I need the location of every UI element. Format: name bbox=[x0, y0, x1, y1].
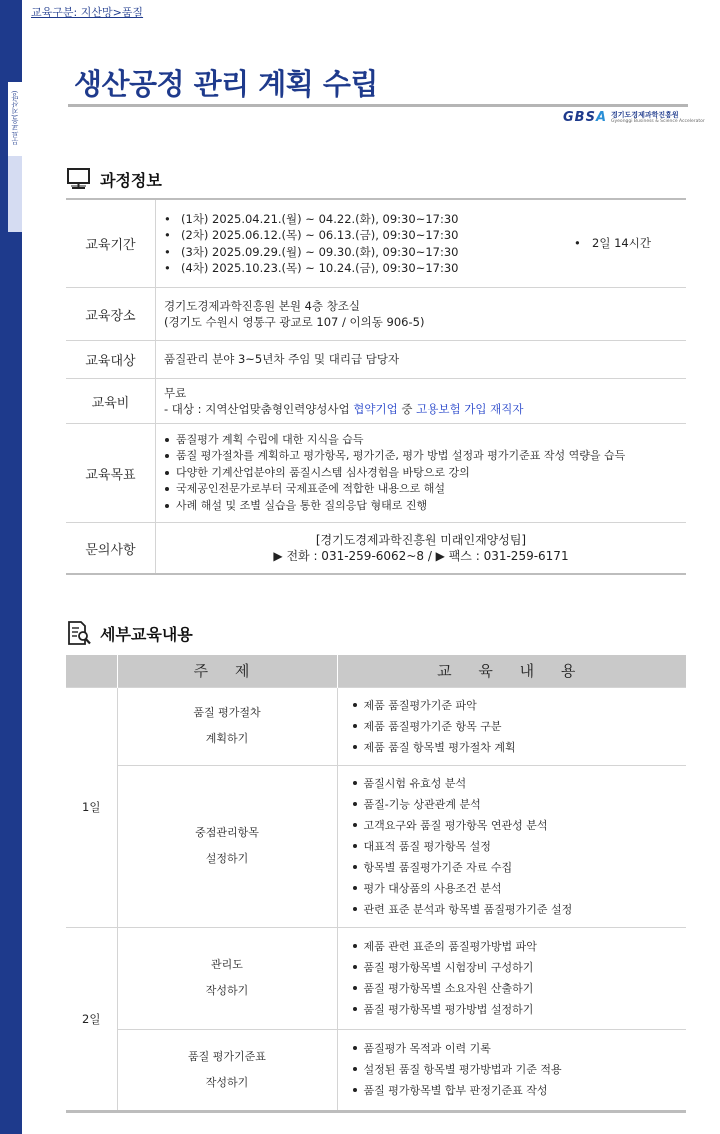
period-item: • (1차) 2025.04.21.(월) ~ 04.22.(화), 09:30~17:30 bbox=[164, 211, 564, 228]
goal-item: 사례 해설 및 조별 실습을 통한 질의응답 형태로 진행 bbox=[164, 498, 625, 514]
topic-line2: 작성하기 bbox=[205, 984, 249, 997]
place-line1: 경기도경제과학진흥원 본원 4층 창조실 bbox=[164, 298, 361, 313]
topic-cell bbox=[117, 1029, 337, 1111]
content-cell bbox=[337, 1029, 686, 1111]
fee-value bbox=[156, 379, 686, 423]
day-cell: 2일 bbox=[66, 927, 117, 1111]
fee-label: 교육비 bbox=[66, 379, 156, 423]
list-item: 제품 품질 항목별 평가절차 계획 bbox=[352, 737, 687, 758]
monitor-icon bbox=[66, 166, 92, 192]
fee-line2 bbox=[164, 401, 678, 418]
fee-mid: 중 bbox=[397, 402, 417, 416]
goal-item: 국제공인전문가로부터 국제표준에 적합한 내용으로 해설 bbox=[164, 481, 625, 497]
goal-label: 교육목표 bbox=[66, 424, 156, 522]
day-cell: 1일 bbox=[66, 687, 117, 927]
goal-item: 다양한 기계산업분야의 품질시스템 심사경험을 바탕으로 강의 bbox=[164, 465, 625, 481]
duration: • 2일 14시간 bbox=[574, 235, 651, 252]
place-value bbox=[156, 288, 686, 340]
course-info-title: 과정정보 bbox=[100, 170, 162, 190]
goal-row bbox=[66, 424, 686, 523]
gbsa-logo bbox=[563, 110, 705, 125]
contact-row bbox=[66, 523, 686, 573]
fee-prefix: - 대상 : 지역산업맞춤형인력양성사업 bbox=[164, 402, 354, 416]
detail-title: 세부교육내용 bbox=[100, 624, 193, 644]
place-line2: (경기도 수원시 영통구 광교로 107 / 이의동 906-5) bbox=[164, 315, 425, 329]
goal-value bbox=[156, 424, 686, 522]
topic-cell bbox=[117, 687, 337, 765]
title-divider bbox=[68, 104, 688, 107]
topic-line1: 관리도 bbox=[211, 958, 243, 971]
list-item: 관련 표준 분석과 항목별 품질평가기준 설정 bbox=[352, 899, 687, 920]
period-item: • (4차) 2025.10.23.(목) ~ 10.24.(금), 09:30~17:30 bbox=[164, 260, 564, 277]
list-item: 제품 관련 표준의 품질평가방법 파악 bbox=[352, 936, 687, 957]
list-item: 평가 대상품의 사용조건 분석 bbox=[352, 878, 687, 899]
topic-cell bbox=[117, 765, 337, 927]
table-row bbox=[66, 927, 686, 1029]
breadcrumb[interactable]: 교육구분: 지산망>품질 bbox=[31, 6, 144, 19]
fee-row bbox=[66, 379, 686, 424]
list-item: 품질 평가항목별 소요자원 산출하기 bbox=[352, 978, 687, 999]
period-item: • (2차) 2025.06.12.(목) ~ 06.13.(금), 09:30~17:30 bbox=[164, 227, 564, 244]
period-item: • (3차) 2025.09.29.(월) ~ 09.30.(화), 09:30~17:30 bbox=[164, 244, 564, 261]
topic-line1: 품질 평가기준표 bbox=[188, 1049, 266, 1063]
contact-line2: ▶ 전화 : 031-259-6062~8 / ▶ 팩스 : 031-259-6171 bbox=[273, 549, 569, 563]
table-row bbox=[66, 687, 686, 765]
period-list bbox=[164, 211, 564, 277]
list-item: 품질시험 유효성 분석 bbox=[352, 773, 687, 794]
goal-item: 품질평가 계획 수립에 대한 지식을 습득 bbox=[164, 432, 625, 448]
list-item: 품질 평가항목별 시험장비 구성하기 bbox=[352, 957, 687, 978]
side-tab-lower bbox=[8, 156, 22, 232]
detail-header-row bbox=[66, 655, 686, 687]
table-row bbox=[66, 765, 686, 927]
fee-link-partner[interactable]: 협약기업 bbox=[353, 402, 398, 416]
place-row bbox=[66, 288, 686, 341]
list-item: 품질평가 목적과 이력 기록 bbox=[352, 1038, 687, 1059]
target-row bbox=[66, 341, 686, 379]
page-title: 생산공정 관리 계획 수립 bbox=[74, 67, 378, 101]
topic-line2: 설정하기 bbox=[205, 852, 249, 865]
list-item: 품질-기능 상관관계 분석 bbox=[352, 794, 687, 815]
topic-line1: 품질 평가절차 bbox=[193, 706, 261, 719]
content-cell bbox=[337, 687, 686, 765]
target-value: 품질관리 분야 3~5년차 주임 및 대리급 담당자 bbox=[164, 352, 400, 367]
logo-mark: GBSA bbox=[563, 110, 608, 125]
topic-cell bbox=[117, 927, 337, 1029]
fee-line1: 무료 bbox=[164, 385, 187, 400]
topic-line2: 계획하기 bbox=[205, 732, 249, 745]
topic-header: 주 제 bbox=[117, 655, 337, 687]
list-item: 설정된 품질 항목별 평가방법과 기준 적용 bbox=[352, 1059, 687, 1080]
content-cell bbox=[337, 927, 686, 1029]
course-info-table bbox=[66, 198, 686, 575]
list-item: 품질 평가항목별 평가방법 설정하기 bbox=[352, 999, 687, 1020]
day-header bbox=[66, 655, 117, 687]
logo-name-en: Gyeonggi Business & Science Accelerator bbox=[611, 118, 705, 124]
list-item: 대표적 품질 평가항목 설정 bbox=[352, 836, 687, 857]
content-header: 교 육 내 용 bbox=[337, 655, 686, 687]
topic-line1: 중점관리항목 bbox=[195, 826, 259, 839]
topic-line2: 작성하기 bbox=[205, 1075, 249, 1089]
contact-label: 문의사항 bbox=[66, 523, 156, 573]
period-row bbox=[66, 200, 686, 288]
goal-item: 품질 평가절차를 계획하고 평가항목, 평가기준, 평가 방법 설정과 평가기준표 작성 역량을 습득 bbox=[164, 448, 625, 464]
course-info-heading bbox=[66, 166, 162, 192]
table-row bbox=[66, 1029, 686, 1111]
contact-value bbox=[156, 523, 686, 573]
list-item: 제품 품질평가기준 파악 bbox=[352, 695, 687, 716]
list-item: 품질 평가항목별 합부 판정기준표 작성 bbox=[352, 1080, 687, 1101]
fee-link-insured[interactable]: 고용보험 가입 재직자 bbox=[416, 402, 524, 416]
target-label: 교육대상 bbox=[66, 341, 156, 378]
list-item: 고객요구와 품질 평가항목 연관성 분석 bbox=[352, 815, 687, 836]
list-item: 제품 품질평가기준 항목 구분 bbox=[352, 716, 687, 737]
logo-name-ko: 경기도경제과학진흥원 bbox=[611, 110, 679, 119]
document-search-icon bbox=[66, 620, 92, 646]
side-tab-label[interactable]: 무료교육(지산망) bbox=[11, 90, 19, 146]
place-label: 교육장소 bbox=[66, 288, 156, 340]
goal-list bbox=[164, 432, 625, 514]
detail-table bbox=[66, 655, 686, 1113]
detail-heading bbox=[66, 620, 193, 646]
period-label: 교육기간 bbox=[66, 200, 156, 287]
period-value bbox=[156, 200, 686, 287]
contact-line1: [경기도경제과학진흥원 미래인재양성팀] bbox=[315, 532, 527, 547]
list-item: 항목별 품질평가기준 자료 수집 bbox=[352, 857, 687, 878]
content-cell bbox=[337, 765, 686, 927]
